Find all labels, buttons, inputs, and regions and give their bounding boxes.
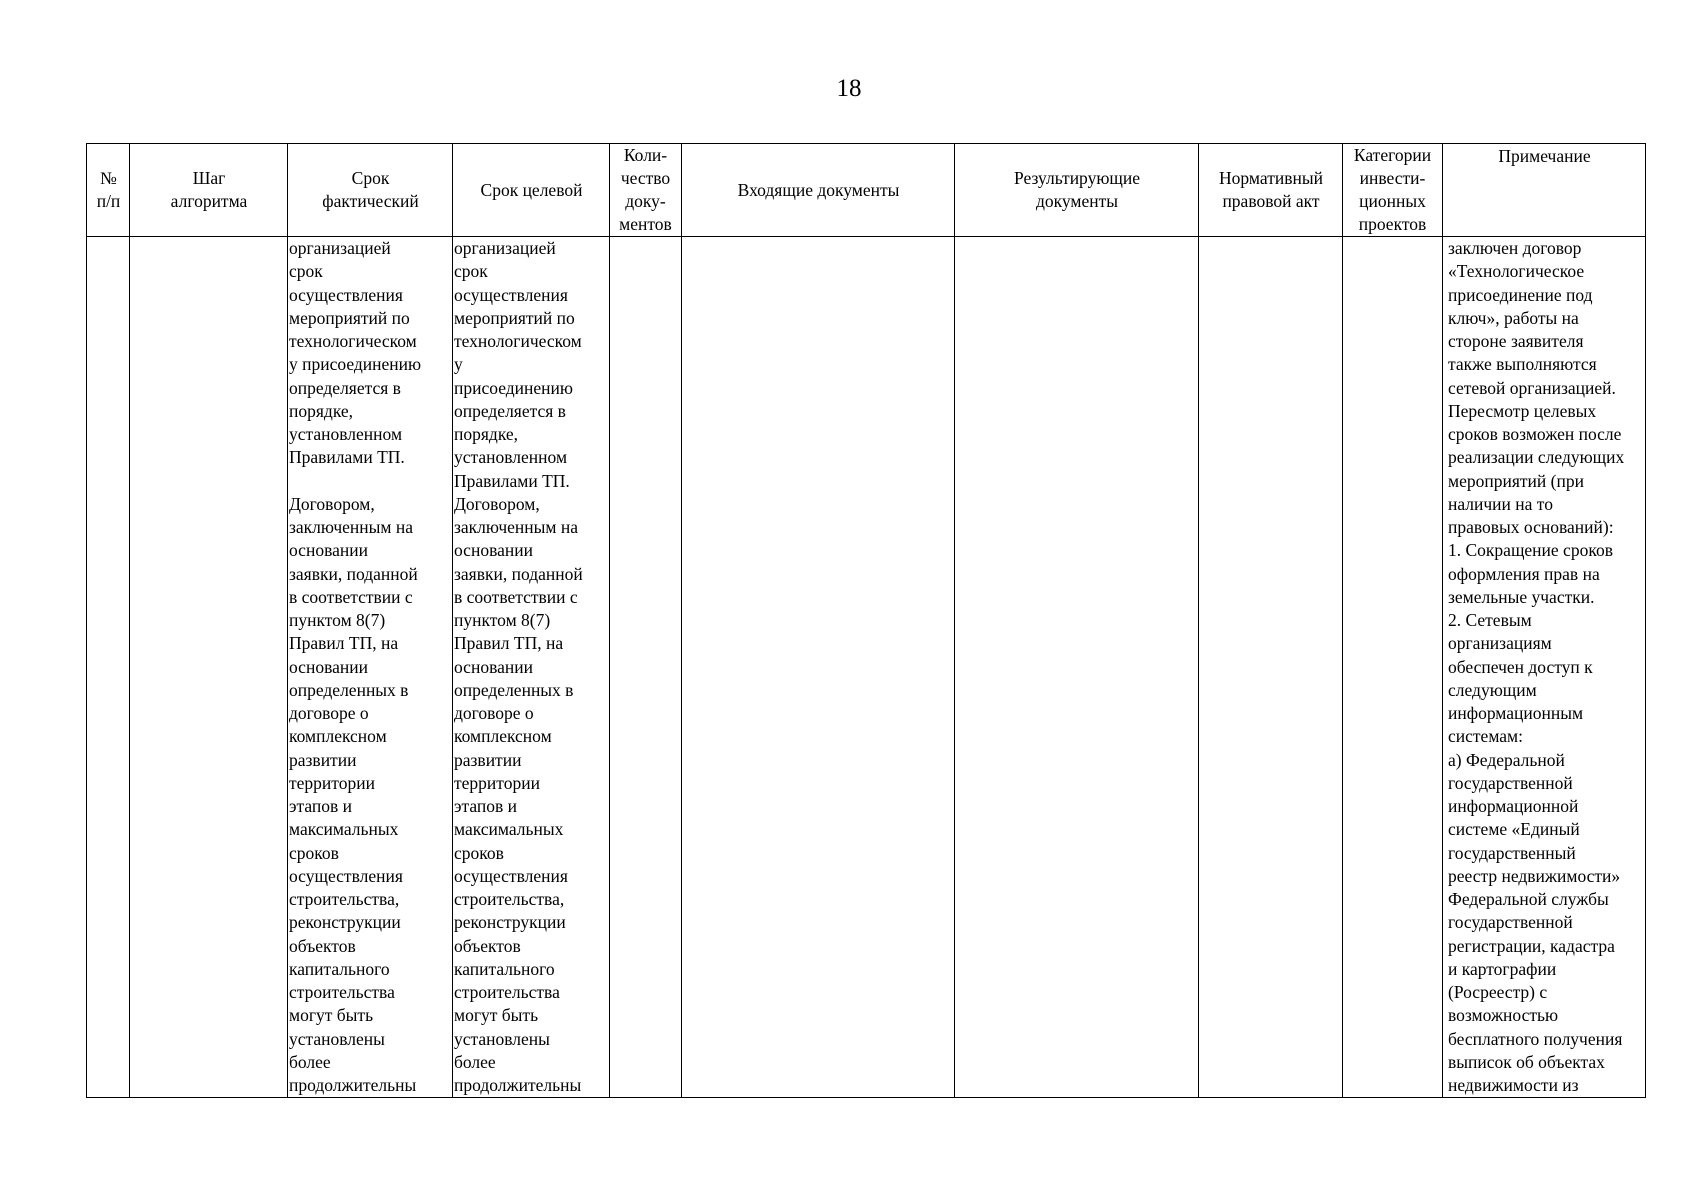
algorithm-table [86, 143, 1646, 1098]
cell-categories [1343, 237, 1443, 1098]
cell-legal-act [1199, 237, 1343, 1098]
cell-incoming-docs [682, 237, 955, 1098]
header-step: Шаг алгоритма [130, 144, 288, 237]
cell-actual-term: организацией срок осуществления мероприятий по технологическом у присоединению определяется в порядке, установленном Правилами ТП. Договором, заключенным на основании заявки, поданной в соответствии с пунктом 8(7) Правил ТП, на основании определенных в договоре о комплексном развитии территории этапов и максимальных сроков осуществления строительства, реконструкции объектов капитального строительства могут быть установлены более продолжительны [288, 237, 453, 1098]
header-actual-term: Срок фактический [288, 144, 453, 237]
header-num: № п/п [87, 144, 130, 237]
cell-step [130, 237, 288, 1098]
cell-doc-count [610, 237, 682, 1098]
cell-note: заключен договор «Технологическое присоединение под ключ», работы на стороне заявителя также выполняются сетевой организацией. Пересмотр целевых сроков возможен после реализации следующих мероприятий (при наличии на то правовых оснований): 1. Сокращение сроков оформления прав на земельные участки. 2. Сетевым организациям обеспечен доступ к следующим информационным системам: а) Федеральной государственной информационной системе «Единый государственный реестр недвижимости» Федеральной службы государственной регистрации, кадастра и картографии (Росреестр) с возможностью бесплатного получения выписок об объектах недвижимости из [1443, 237, 1646, 1098]
cell-result-docs [955, 237, 1199, 1098]
header-note: Примечание [1443, 144, 1646, 237]
header-result-docs: Результирующие документы [955, 144, 1199, 237]
header-doc-count: Коли- чество доку- ментов [610, 144, 682, 237]
page-number: 18 [836, 75, 862, 102]
cell-target-term: организацией срок осуществления мероприятий по технологическом у присоединению определяется в порядке, установленном Правилами ТП. Договором, заключенным на основании заявки, поданной в соответствии с пунктом 8(7) Правил ТП, на основании определенных в договоре о комплексном развитии территории этапов и максимальных сроков осуществления строительства, реконструкции объектов капитального строительства могут быть установлены более продолжительны [453, 237, 610, 1098]
table-row [87, 237, 1646, 1098]
header-row [87, 144, 1646, 237]
header-categories: Категории инвести- ционных проектов [1343, 144, 1443, 237]
header-incoming-docs: Входящие документы [682, 144, 955, 237]
cell-num [87, 237, 130, 1098]
header-target-term: Срок целевой [453, 144, 610, 237]
header-legal-act: Нормативный правовой акт [1199, 144, 1343, 237]
